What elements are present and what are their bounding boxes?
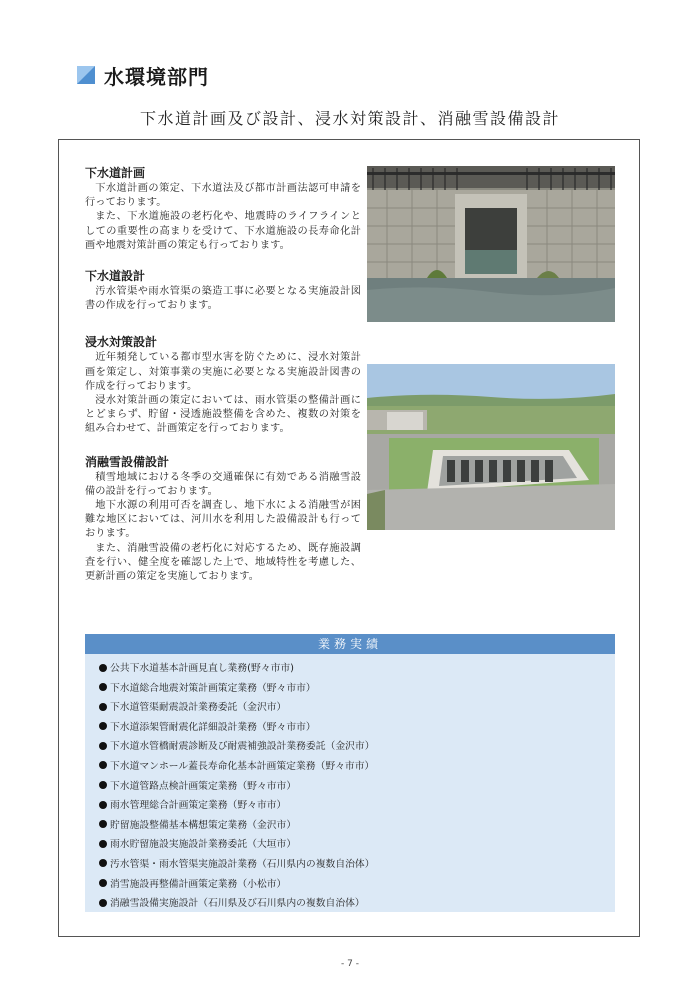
bullet-icon — [99, 879, 107, 887]
bullet-icon — [99, 722, 107, 730]
list-item — [99, 894, 615, 914]
culvert-outfall-photo — [367, 166, 615, 322]
block-snow-melting-design — [85, 453, 361, 585]
page-subtitle: 下水道計画及び設計、浸水対策設計、消融雪設備設計 — [139, 109, 560, 128]
list-item — [99, 718, 615, 738]
text-column — [85, 164, 361, 598]
list-item — [99, 679, 615, 699]
works-record-box — [85, 634, 615, 912]
section-marker-icon — [77, 66, 95, 84]
block-sewer-planning — [85, 164, 361, 253]
list-item-text: 下水道添架管耐震化詳細設計業務（野々市市） — [110, 721, 316, 733]
bullet-icon — [99, 801, 107, 809]
list-item — [99, 875, 615, 895]
bullet-icon — [99, 683, 107, 691]
block-paragraph: また、消融雪設備の老朽化に対応するため、既存施設調査を行い、健全度を確認した上で、地域特性を考慮した、更新計画の策定を実施しております。 — [85, 542, 361, 583]
bullet-icon — [99, 703, 107, 711]
list-item-text: 消融雪設備実施設計（石川県及び石川県内の複数自治体） — [110, 898, 365, 910]
block-paragraph: また、下水道施設の老朽化や、地震時のライフラインとしての重要性の高まりを受けて、下水道施設の長寿命化計画や地震対策計画の策定も行っております。 — [85, 211, 361, 251]
works-record-title: 業務実績 — [85, 634, 615, 654]
block-title: 下水道計画 — [85, 166, 146, 180]
block-title: 浸水対策設計 — [85, 335, 158, 350]
block-title: 下水道設計 — [85, 269, 146, 284]
works-list — [85, 654, 615, 914]
retention-facility-photo — [367, 364, 615, 530]
bullet-icon — [99, 761, 107, 769]
block-paragraph: 近年頻発している都市型水害を防ぐために、浸水対策計画を策定し、対策事業の実施に必要となる実施設計図書の作成を行っております。 — [85, 352, 361, 392]
list-item-text: 雨水貯留施設実施設計業務委託（大垣市） — [110, 839, 297, 851]
list-item — [99, 698, 615, 718]
bullet-icon — [99, 899, 107, 907]
list-item-text: 汚水管渠・雨水管渠実施設計業務（石川県内の複数自治体） — [110, 858, 375, 870]
list-item-text: 下水道マンホール蓋長寿命化基本計画策定業務（野々市市） — [110, 760, 375, 772]
bullet-icon — [99, 840, 107, 848]
block-sewer-design — [85, 267, 361, 313]
list-item-text: 下水道管渠耐震設計業務委託（金沢市） — [110, 702, 287, 714]
list-item-text: 下水道管路点検計画策定業務（野々市市） — [110, 780, 297, 792]
block-paragraph: 汚水管渠や雨水管渠の築造工事に必要となる実施設計図書の作成を行っております。 — [85, 286, 361, 312]
bullet-icon — [99, 859, 107, 867]
list-item-text: 下水道水管橋耐震診断及び耐震補強設計業務委託（金沢市） — [110, 741, 375, 753]
list-item-text: 下水道総合地震対策計画策定業務（野々市市） — [110, 682, 316, 694]
list-item — [99, 816, 615, 836]
bullet-icon — [99, 664, 107, 672]
bullet-icon — [99, 820, 107, 828]
list-item-text: 公共下水道基本計画見直し業務(野々市市) — [110, 663, 294, 674]
block-flood-design — [85, 333, 361, 436]
block-paragraph: 浸水対策計画の策定においては、雨水管渠の整備計画にとどまらず、貯留・浸透施設整備を含めた、複数の対策を組み合わせて、計画策定を行っております。 — [85, 395, 361, 435]
bullet-icon — [99, 781, 107, 789]
list-item — [99, 855, 615, 875]
page-number: - 7 - — [341, 959, 359, 969]
section-title: 水環境部門 — [104, 65, 209, 89]
list-item — [99, 835, 615, 855]
list-item — [99, 737, 615, 757]
list-item-text: 消雪施設再整備計画策定業務（小松市） — [110, 878, 287, 890]
block-paragraph: 下水道計画の策定、下水道法及び都市計画法認可申請を行っております。 — [85, 183, 361, 209]
list-item — [99, 777, 615, 797]
bullet-icon — [99, 742, 107, 750]
block-title: 消融雪設備設計 — [85, 454, 170, 469]
list-item-text: 貯留施設整備基本構想策定業務（金沢市） — [110, 819, 297, 831]
list-item — [99, 757, 615, 777]
block-paragraph: 地下水源の利用可否を調査し、地下水による消融雪が困難な地区においては、河川水を利用した設備設計も行っております。 — [85, 500, 361, 540]
block-paragraph: 積雪地域における冬季の交通確保に有効である消融雪設備の設計を行っております。 — [85, 471, 361, 497]
list-item — [99, 659, 615, 679]
list-item-text: 雨水管理総合計画策定業務（野々市市） — [110, 800, 287, 812]
list-item — [99, 796, 615, 816]
